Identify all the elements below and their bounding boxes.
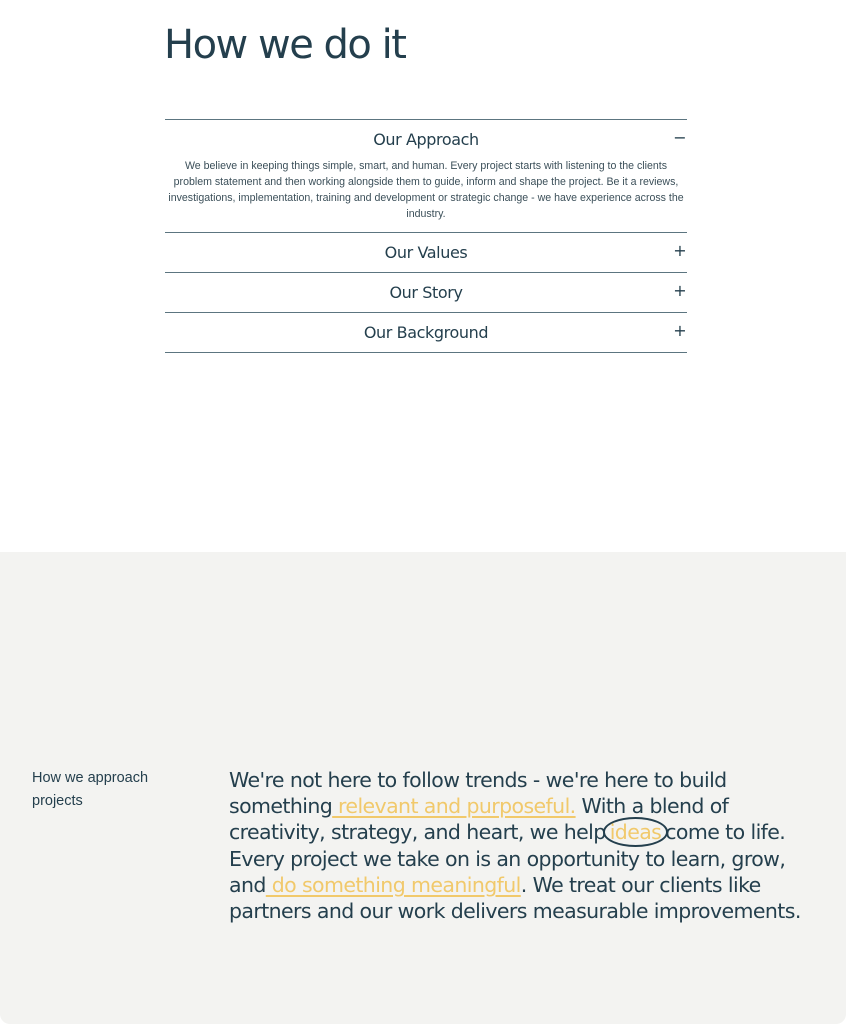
accordion-header-approach[interactable] [165, 120, 687, 158]
statement-text: We're not here to follow trends - we're here to build something [229, 768, 727, 819]
accordion-body-approach: We believe in keeping things simple, smart, and human. Every project starts with listening to the clients problem statement and then working alongside them to guide, inform and shape the project. Be it a reviews, investigations, implementation, training and development or strategic change - we have experience across the industry. [168, 160, 684, 220]
accordion-label: Our Story [389, 283, 463, 302]
accordion-item-story [165, 273, 687, 313]
accordion-item-background [165, 313, 687, 353]
accordion-header-values[interactable] [165, 233, 687, 272]
accordion-label: Our Background [363, 323, 489, 342]
accordion-label: Our Values [384, 243, 468, 262]
statement-text: . We treat our clients like partners and our work delivers measurable improvements. [229, 872, 801, 924]
accordion-item-values [165, 233, 687, 273]
approach-label: How we approach projects [32, 770, 149, 809]
approach-section [0, 552, 846, 1024]
highlight-ideas: ideas [603, 817, 669, 847]
statement-text: With a blend of creativity, strategy, and heart, we help [229, 794, 729, 845]
highlight-do-something-meaningful: do something meaningful [265, 872, 521, 897]
plus-icon[interactable]: + [673, 321, 687, 340]
plus-icon[interactable]: + [673, 241, 687, 260]
plus-icon[interactable]: + [673, 281, 687, 300]
highlight-relevant-purposeful: relevant and purposeful. [332, 794, 576, 819]
accordion-header-story[interactable] [165, 273, 687, 312]
accordion [165, 119, 687, 353]
approach-statement [229, 767, 819, 924]
accordion-label: Our Approach [373, 129, 479, 149]
minus-icon[interactable]: − [673, 128, 687, 147]
section-title: How we do it [164, 22, 406, 68]
accordion-header-background[interactable] [165, 313, 687, 352]
statement-text: come to life. Every project we take on is an opportunity to learn, grow, and [229, 820, 786, 897]
accordion-item-approach [165, 120, 687, 233]
